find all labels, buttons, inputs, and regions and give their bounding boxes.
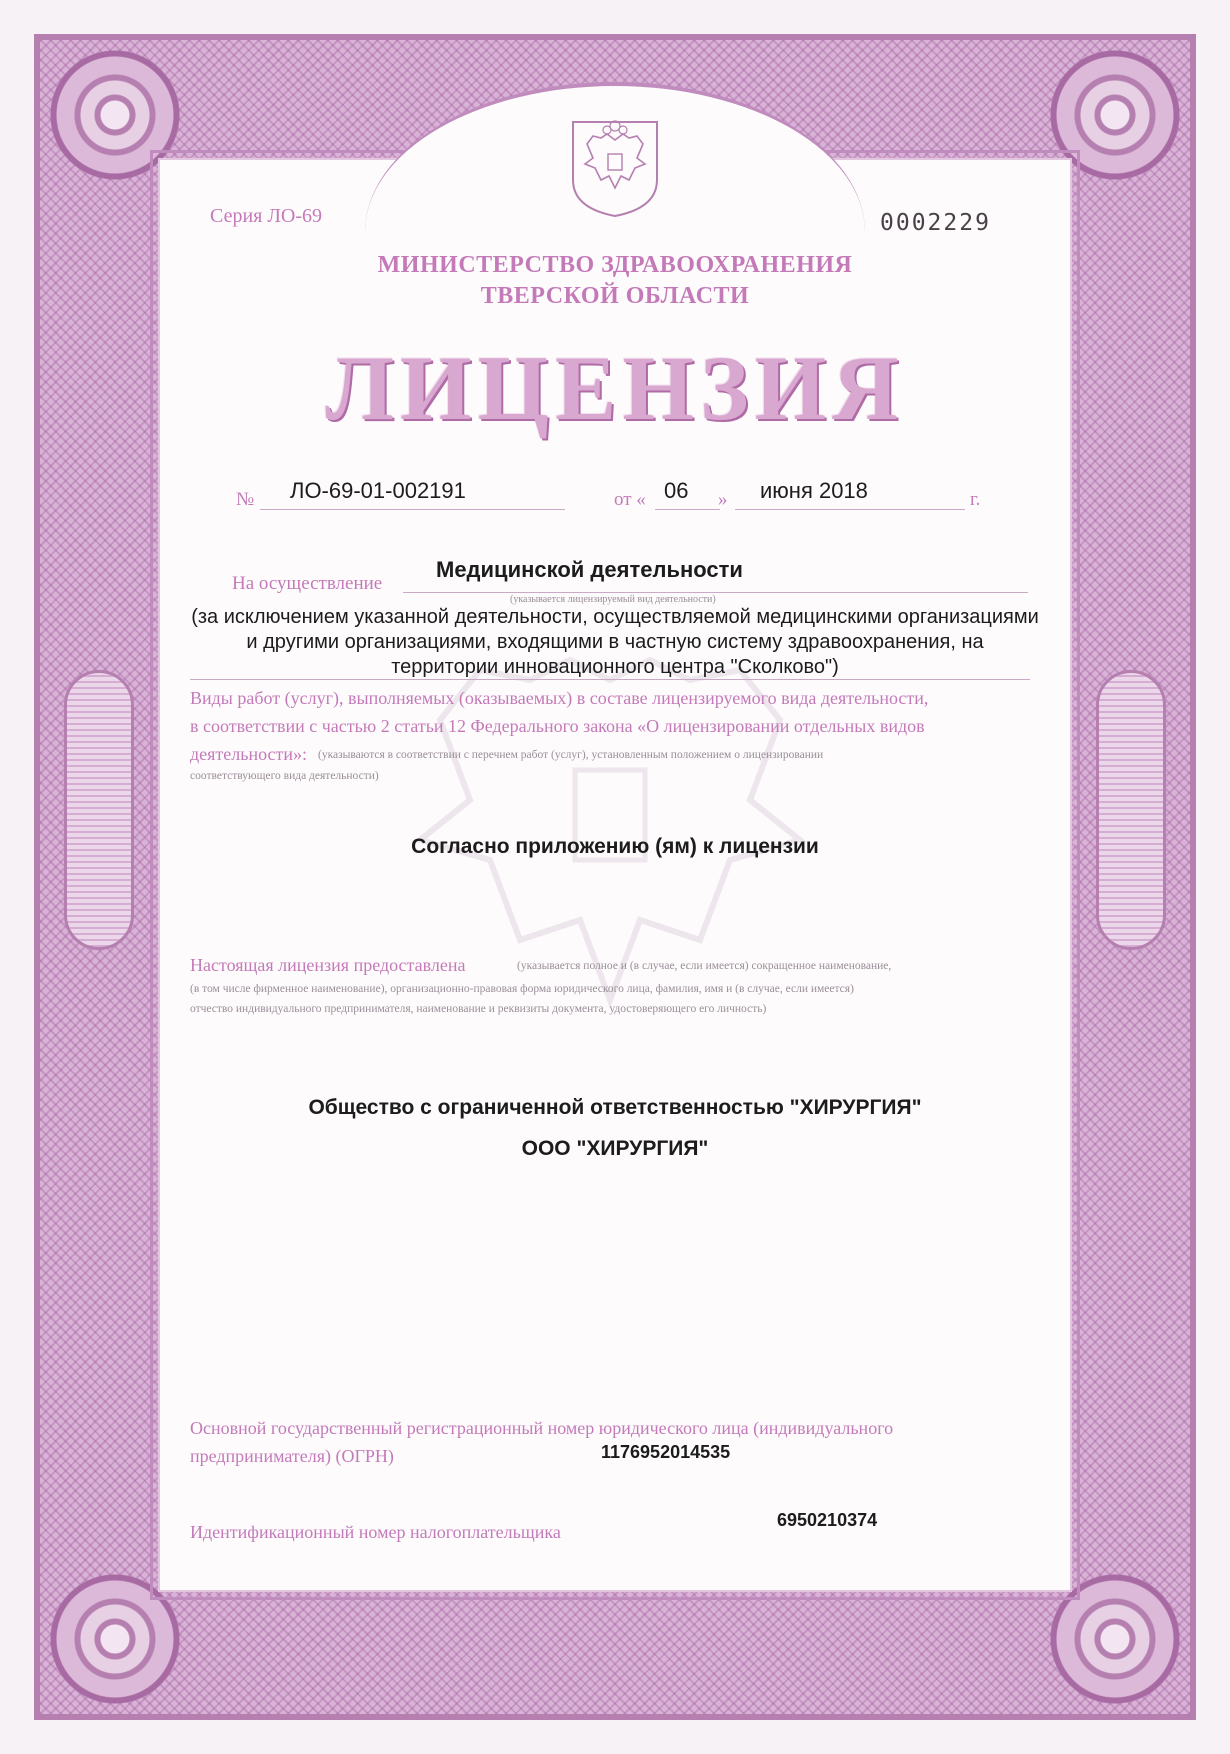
- date-day: 06: [664, 478, 689, 503]
- activity-exception-2: и другими организациями, входящими в частную систему здравоохранения, на: [246, 631, 984, 653]
- date-month-underline: [735, 509, 965, 510]
- date-month-year: июня 2018: [760, 478, 868, 503]
- ogrn-value: 1176952014535: [601, 1442, 731, 1462]
- number-prefix: №: [236, 489, 255, 510]
- side-ornament-left: [64, 670, 134, 950]
- series-label: Серия ЛО-69: [210, 205, 323, 227]
- granted-hint-2: (в том числе фирменное наименование), организационно-правовая форма юридического лица, фамилия, имя и (в случае, если имеется): [190, 983, 854, 995]
- inn-label: Идентификационный номер налогоплательщика: [190, 1522, 561, 1542]
- org-full-name: Общество с ограниченной ответственностью "ХИРУРГИЯ": [308, 1096, 922, 1119]
- works-label-2: в соответствии с частью 2 статьи 12 Федерального закона «О лицензировании отдельных видов: [190, 716, 925, 736]
- granted-hint-3: отчество индивидуального предпринимателя, наименование и реквизиты документа, удостоверяющего его личность): [190, 1003, 767, 1015]
- works-label-1: Виды работ (услуг), выполняемых (оказываемых) в составе лицензируемого вида деятельности,: [190, 688, 929, 708]
- activity-exception-underline: [190, 679, 1030, 680]
- ministry-line-2: ТВЕРСКОЙ ОБЛАСТИ: [480, 283, 750, 309]
- ministry-line-1: МИНИСТЕРСТВО ЗДРАВООХРАНЕНИЯ: [377, 252, 853, 278]
- side-ornament-right: [1096, 670, 1166, 950]
- activity-exception-3: территории инновационного центра "Сколково"): [391, 656, 839, 678]
- org-short-name: ООО "ХИРУРГИЯ": [521, 1137, 709, 1160]
- works-label-3: деятельности»:: [190, 744, 308, 764]
- date-suffix: г.: [970, 489, 981, 510]
- works-value: Согласно приложению (ям) к лицензии: [411, 835, 819, 858]
- activity-hint: (указывается лицензируемый вид деятельности): [510, 594, 716, 605]
- license-number: ЛО-69-01-002191: [290, 478, 466, 503]
- works-hint-1: (указываются в соответствии с перечнем работ (услуг), установленным положением о лицензировании: [318, 749, 824, 761]
- serial-number: 0002229: [880, 210, 991, 236]
- ogrn-label-2: предпринимателя) (ОГРН): [190, 1446, 394, 1466]
- date-from-label: от «: [614, 489, 646, 510]
- activity-value: Медицинской деятельности: [436, 557, 743, 582]
- inn-value: 6950210374: [777, 1510, 878, 1530]
- granted-label: Настоящая лицензия предоставлена: [190, 955, 466, 975]
- activity-label: На осуществление: [232, 573, 383, 594]
- activity-underline: [403, 592, 1028, 593]
- coat-of-arms-icon: [567, 118, 663, 218]
- number-underline: [260, 509, 565, 510]
- ogrn-label-1: Основной государственный регистрационный номер юридического лица (индивидуального: [190, 1418, 894, 1438]
- date-close-quote: »: [718, 489, 728, 510]
- works-hint-2: соответствующего вида деятельности): [190, 770, 379, 782]
- granted-hint-1: (указывается полное и (в случае, если имеется) сокращенное наименование,: [517, 960, 892, 972]
- document-title: ЛИЦЕНЗИЯ: [325, 337, 905, 439]
- date-day-underline: [655, 509, 720, 510]
- activity-exception-1: (за исключением указанной деятельности, осуществляемой медицинскими организациями: [191, 606, 1039, 628]
